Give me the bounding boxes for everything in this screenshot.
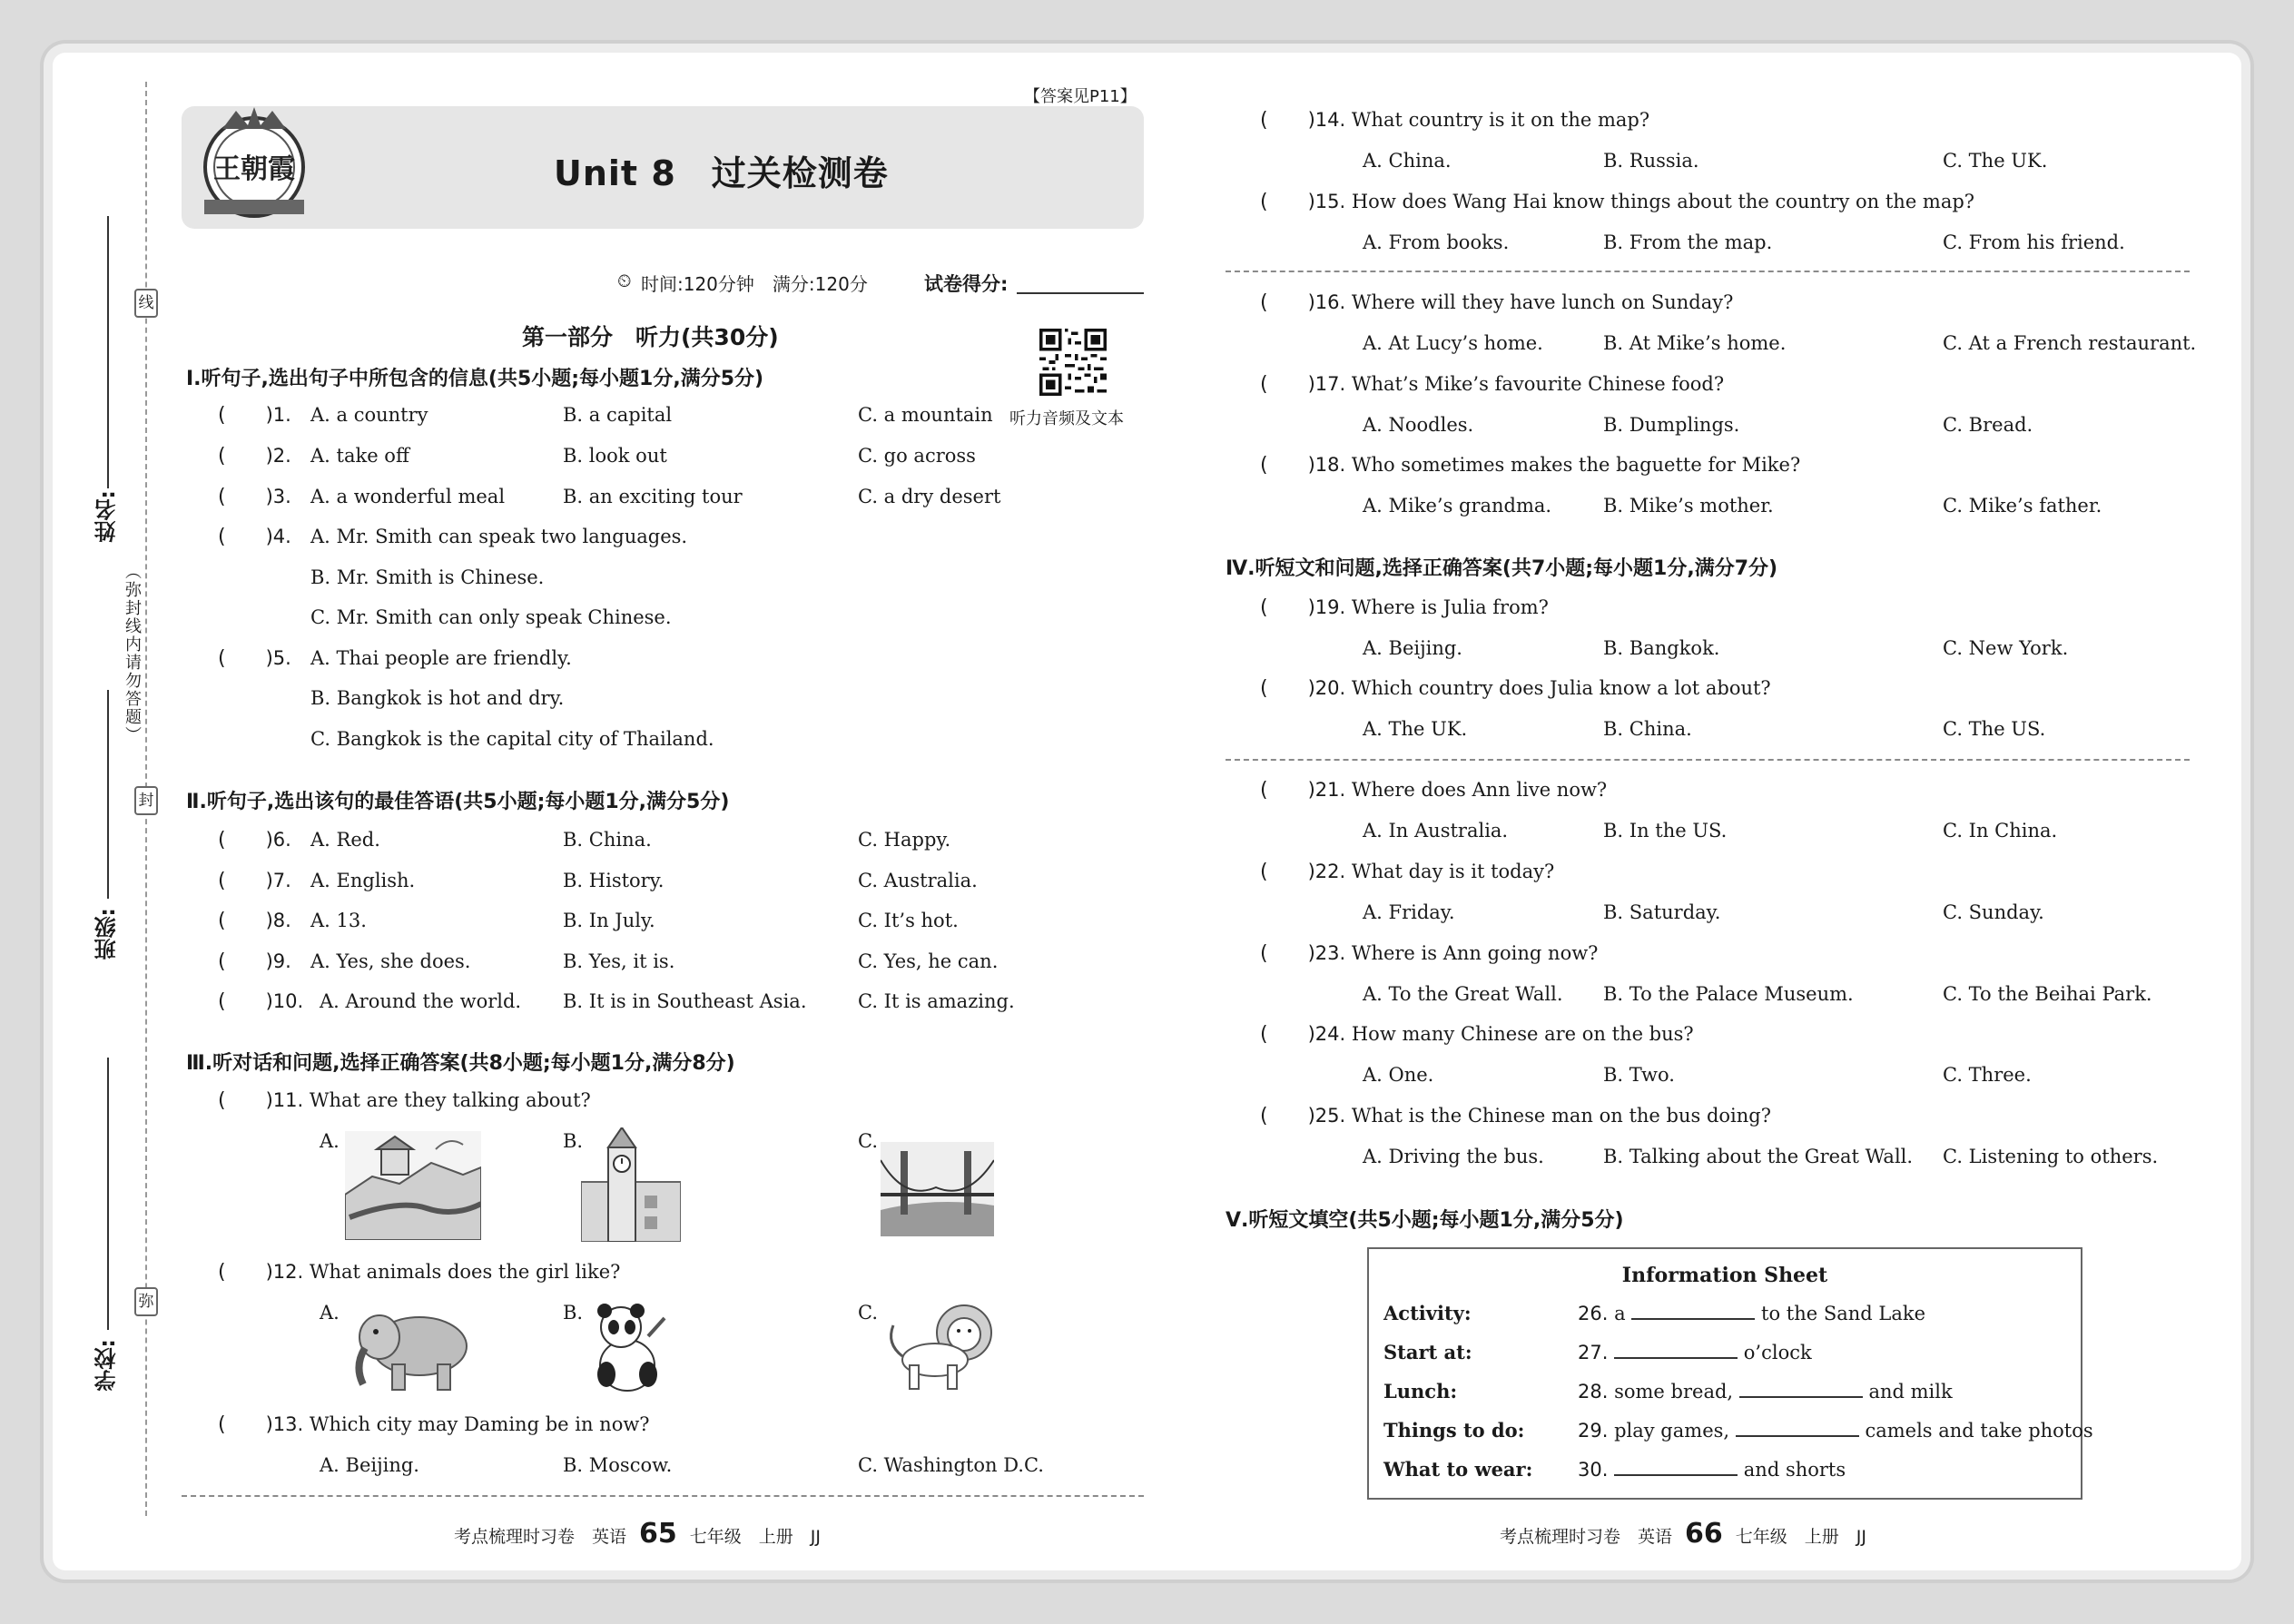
q12-number: )12. [265,1261,310,1283]
section-3-heading: Ⅲ.听对话和问题,选择正确答案(共8小题;每小题1分,满分8分) [186,1052,735,1075]
qr-caption: 听力音频及文本 [1009,409,1124,428]
q12-text: What animals does the girl like? [309,1261,621,1283]
logo-text: 王朝霞 [213,153,295,185]
footer-book: 考点梳理时习卷 英语 [454,1527,627,1547]
q20-number: )20. [1307,677,1352,699]
q20 [1260,677,1771,700]
q24-number: )24. [1307,1023,1352,1045]
q15-option-b: B. From the map. [1603,231,1773,253]
elephant-picture-icon[interactable] [347,1303,474,1393]
q11-option-b: B. [563,1130,584,1152]
answer-bracket[interactable]: ( [218,950,226,973]
q24 [1260,1023,1694,1046]
class-label: 班级: [94,908,120,960]
q20-option-a: A. The UK. [1363,718,1468,740]
q2-option-c: C. go across [858,445,976,467]
q12-option-a: A. [320,1302,340,1324]
q1-option-b: B. a capital [563,404,673,426]
q2-number: )2. [265,445,291,467]
info-row-2-label: Start at: [1383,1341,1472,1363]
q22 [1260,861,1554,883]
q21-option-b: B. In the US. [1603,820,1728,842]
q7-number: )7. [265,870,291,891]
q3-option-c: C. a dry desert [858,486,1001,507]
blank-30-input[interactable] [1614,1458,1738,1476]
info-row-1-before: a [1614,1303,1626,1324]
q25 [1260,1105,1771,1127]
q3 [218,486,291,508]
q9-number: )9. [265,950,291,972]
q3-option-b: B. an exciting tour [563,486,743,507]
great-wall-picture-icon[interactable] [345,1131,481,1240]
q6-option-b: B. China. [563,829,652,851]
blank-27-input[interactable] [1614,1341,1738,1359]
info-row-5 [1578,1458,1846,1481]
q1 [218,404,291,427]
answer-bracket[interactable]: ( [218,990,226,1013]
score-label: 试卷得分: [924,273,1009,295]
q25-option-b: B. Talking about the Great Wall. [1603,1146,1914,1167]
q15-number: )15. [1307,191,1352,212]
q18 [1260,454,1800,477]
answer-bracket[interactable]: ( [1260,454,1268,477]
q10-option-c: C. It is amazing. [858,990,1015,1012]
score-field-line[interactable] [1017,292,1144,294]
part1-title: 第一部分 听力(共30分) [522,324,779,350]
q23-text: Where is Ann going now? [1351,942,1599,964]
info-row-4-number: 29. [1578,1420,1609,1442]
school-field-line[interactable] [107,1058,109,1330]
q8-number: )8. [265,910,291,931]
q7 [218,870,291,892]
info-row-5-label: What to wear: [1383,1458,1533,1481]
lion-picture-icon[interactable] [881,1298,1008,1394]
q10-option-a: A. Around the world. [320,990,522,1012]
section-1-heading: Ⅰ.听句子,选出句子中所包含的信息(共5小题;每小题1分,满分5分) [186,368,764,390]
q9-option-a: A. Yes, she does. [310,950,471,972]
q13-number: )13. [265,1413,310,1435]
q25-number: )25. [1307,1105,1352,1127]
school-label: 学校: [94,1339,120,1392]
q2-option-b: B. look out [563,445,667,467]
q9 [218,950,291,973]
answer-bracket[interactable]: ( [218,647,226,670]
binding-note: （弥封线内请勿答题） [123,563,142,744]
q5 [218,647,291,670]
blank-29-input[interactable] [1736,1419,1859,1437]
q9-option-c: C. Yes, he can. [858,950,999,972]
q7-option-b: B. History. [563,870,665,891]
q23 [1260,942,1598,965]
q10 [218,990,303,1013]
name-field-line[interactable] [107,216,109,488]
answer-reference: 【答案见P11】 [1024,87,1137,106]
page-title: Unit 8 过关检测卷 [554,153,889,193]
answer-bracket[interactable]: ( [1260,779,1268,802]
answer-bracket[interactable]: ( [1260,1023,1268,1046]
q4 [218,526,291,548]
q23-number: )23. [1307,942,1352,964]
q2 [218,445,291,468]
q5-option-b: B. Bangkok is hot and dry. [310,687,565,709]
info-row-1-number: 26. [1578,1303,1609,1324]
section-4-heading: Ⅳ.听短文和问题,选择正确答案(共7小题;每小题1分,满分7分) [1226,557,1778,580]
q3-number: )3. [265,486,291,507]
q19 [1260,596,1549,619]
q22-option-c: C. Sunday. [1943,901,2044,923]
q14-option-c: C. The UK. [1943,150,2048,172]
q23-option-a: A. To the Great Wall. [1363,983,1563,1005]
answer-bracket[interactable]: ( [218,486,226,508]
q16-number: )16. [1307,291,1352,313]
q20-option-b: B. China. [1603,718,1692,740]
q14-text: What country is it on the map? [1351,109,1650,131]
answer-bracket[interactable]: ( [1260,861,1268,883]
q15 [1260,191,1974,213]
q21-text: Where does Ann live now? [1351,779,1608,801]
q16-option-b: B. At Mike’s home. [1603,332,1787,354]
q2-option-a: A. take off [310,445,409,467]
section-5-heading: Ⅴ.听短文填空(共5小题;每小题1分,满分5分) [1226,1209,1624,1232]
right-page-footer [1500,1518,1866,1550]
publisher-logo-icon [195,102,313,229]
answer-bracket[interactable]: ( [218,1261,226,1284]
info-row-3-number: 28. [1578,1381,1609,1403]
section-2-heading: Ⅱ.听句子,选出该句的最佳答语(共5小题;每小题1分,满分5分) [186,791,730,813]
q12-option-b: B. [563,1302,584,1324]
footer-grade: 七年级 上册 JJ [1735,1527,1866,1547]
name-label: 姓名: [94,490,120,543]
q18-option-b: B. Mike’s mother. [1603,495,1774,517]
q8 [218,910,291,932]
info-row-1-label: Activity: [1383,1302,1472,1324]
q17-option-c: C. Bread. [1943,414,2033,436]
blank-28-input[interactable] [1739,1380,1863,1398]
q19-option-b: B. Bangkok. [1603,637,1720,659]
q10-number: )10. [265,990,304,1012]
info-row-3-after: and milk [1868,1381,1953,1403]
class-field-line[interactable] [107,690,109,899]
q14-number: )14. [1307,109,1352,131]
information-sheet [1367,1247,2093,1500]
info-row-4 [1578,1419,2093,1442]
q20-text: Which country does Julia know a lot about? [1351,677,1771,699]
q4-option-a: A. Mr. Smith can speak two languages. [310,526,688,547]
exam-time-info: 时间:120分钟 满分:120分 [641,273,868,295]
q13 [218,1413,650,1436]
q22-text: What day is it today? [1351,861,1555,882]
answer-bracket[interactable]: ( [1260,373,1268,396]
answer-bracket[interactable]: ( [1260,291,1268,314]
info-row-3-label: Lunch: [1383,1380,1458,1403]
q22-number: )22. [1307,861,1352,882]
blank-26-input[interactable] [1631,1302,1755,1320]
q15-option-a: A. From books. [1363,231,1510,253]
q4-number: )4. [265,526,291,547]
q8-option-b: B. In July. [563,910,655,931]
divider-1 [1226,271,2190,272]
qr-code-icon[interactable] [1039,329,1107,396]
q16 [1260,291,1733,314]
q17-number: )17. [1307,373,1352,395]
info-row-4-before: play games, [1614,1420,1730,1442]
q13-option-a: A. Beijing. [320,1454,419,1476]
q18-option-a: A. Mike’s grandma. [1363,495,1552,517]
q24-option-b: B. Two. [1603,1064,1675,1086]
q17 [1260,373,1724,396]
q13-option-b: B. Moscow. [563,1454,673,1476]
q1-number: )1. [265,404,291,426]
left-page-footer [454,1518,821,1550]
answer-bracket[interactable]: ( [218,1413,226,1436]
q11 [218,1089,591,1112]
q10-option-b: B. It is in Southeast Asia. [563,990,807,1012]
q6-number: )6. [265,829,291,851]
q19-text: Where is Julia from? [1351,596,1549,618]
info-row-2-number: 27. [1578,1342,1609,1363]
q21-option-a: A. In Australia. [1363,820,1509,842]
q16-text: Where will they have lunch on Sunday? [1351,291,1734,313]
q11-option-a: A. [320,1130,340,1152]
q7-option-c: C. Australia. [858,870,978,891]
q5-option-c: C. Bangkok is the capital city of Thailand. [310,728,714,750]
q19-option-c: C. New York. [1943,637,2069,659]
q14 [1260,109,1649,132]
q12-option-c: C. [858,1302,878,1324]
q9-option-b: B. Yes, it is. [563,950,675,972]
q4-option-c: C. Mr. Smith can only speak Chinese. [310,606,672,628]
q14-option-a: A. China. [1363,150,1452,172]
q21-option-c: C. In China. [1943,820,2058,842]
q18-option-c: C. Mike’s father. [1943,495,2102,517]
q23-option-c: C. To the Beihai Park. [1943,983,2152,1005]
q6-option-c: C. Happy. [858,829,951,851]
q12 [218,1261,620,1284]
binding-box-bottom: 弥 [134,1287,158,1316]
binding-box-top: 线 [134,289,158,318]
answer-bracket[interactable]: ( [1260,677,1268,700]
q25-option-a: A. Driving the bus. [1363,1146,1544,1167]
answer-bracket[interactable]: ( [218,910,226,932]
q19-number: )19. [1307,596,1352,618]
answer-bracket[interactable]: ( [218,526,226,548]
q22-option-b: B. Saturday. [1603,901,1721,923]
q17-option-a: A. Noodles. [1363,414,1474,436]
q6-option-a: A. Red. [310,829,380,851]
q24-option-a: A. One. [1363,1064,1434,1086]
footer-book: 考点梳理时习卷 英语 [1500,1527,1673,1547]
big-ben-picture-icon[interactable] [581,1127,681,1242]
answer-bracket[interactable]: ( [218,1089,226,1112]
q13-option-c: C. Washington D.C. [858,1454,1044,1476]
info-row-3-before: some bread, [1614,1381,1734,1403]
q22-option-a: A. Friday. [1363,901,1455,923]
answer-bracket[interactable]: ( [1260,942,1268,965]
q4-option-b: B. Mr. Smith is Chinese. [310,566,545,588]
q15-option-c: C. From his friend. [1943,231,2125,253]
q13-text: Which city may Daming be in now? [309,1413,650,1435]
q19-option-a: A. Beijing. [1363,637,1462,659]
q21-number: )21. [1307,779,1352,801]
q17-option-b: B. Dumplings. [1603,414,1740,436]
info-row-5-after: and shorts [1743,1459,1846,1481]
footer-grade: 七年级 上册 JJ [689,1527,821,1547]
golden-gate-bridge-picture-icon[interactable] [881,1142,994,1236]
page-number: 66 [1685,1518,1723,1550]
q5-option-a: A. Thai people are friendly. [310,647,572,669]
q25-text: What is the Chinese man on the bus doing? [1351,1105,1771,1127]
info-row-4-after: camels and take photos [1865,1420,2093,1442]
info-sheet-title: Information Sheet [1621,1264,1828,1287]
q3-option-a: A. a wonderful meal [310,486,506,507]
q23-option-b: B. To the Palace Museum. [1603,983,1854,1005]
q11-number: )11. [265,1089,310,1111]
q1-option-c: C. a mountain [858,404,993,426]
answer-bracket[interactable]: ( [218,404,226,427]
panda-picture-icon[interactable] [585,1300,671,1394]
page-number: 65 [639,1518,677,1550]
q20-option-c: C. The US. [1943,718,2046,740]
q24-option-c: C. Three. [1943,1064,2032,1086]
q15-text: How does Wang Hai know things about the country on the map? [1351,191,1975,212]
info-row-2-after: o’clock [1743,1342,1812,1363]
left-bottom-divider [182,1495,1144,1497]
divider-2 [1226,759,2190,761]
q5-number: )5. [265,647,291,669]
answer-bracket[interactable]: ( [218,445,226,468]
q18-number: )18. [1307,454,1352,476]
q1-option-a: A. a country [310,404,428,426]
info-row-1-after: to the Sand Lake [1761,1303,1925,1324]
info-row-3 [1578,1380,1953,1403]
info-row-1 [1578,1302,1925,1324]
q8-option-a: A. 13. [310,910,367,931]
q11-text: What are they talking about? [309,1089,591,1111]
q7-option-a: A. English. [310,870,416,891]
q14-option-b: B. Russia. [1603,150,1699,172]
info-row-5-number: 30. [1578,1459,1609,1481]
answer-bracket[interactable]: ( [1260,596,1268,619]
q17-text: What’s Mike’s favourite Chinese food? [1351,373,1725,395]
q25-option-c: C. Listening to others. [1943,1146,2159,1167]
answer-bracket[interactable]: ( [1260,191,1268,213]
clock-icon: ⏲ [617,270,632,291]
info-row-2 [1578,1341,1812,1363]
binding-box-middle: 封 [134,786,158,815]
q8-option-c: C. It’s hot. [858,910,959,931]
answer-bracket[interactable]: ( [1260,109,1268,132]
q11-option-c: C. [858,1130,878,1152]
q6 [218,829,291,851]
q16-option-a: A. At Lucy’s home. [1363,332,1543,354]
q24-text: How many Chinese are on the bus? [1351,1023,1694,1045]
q18-text: Who sometimes makes the baguette for Mike? [1351,454,1801,476]
answer-bracket[interactable]: ( [1260,1105,1268,1127]
answer-bracket[interactable]: ( [218,870,226,892]
q21 [1260,779,1607,802]
q16-option-c: C. At a French restaurant. [1943,332,2197,354]
info-row-4-label: Things to do: [1383,1419,1525,1442]
answer-bracket[interactable]: ( [218,829,226,851]
